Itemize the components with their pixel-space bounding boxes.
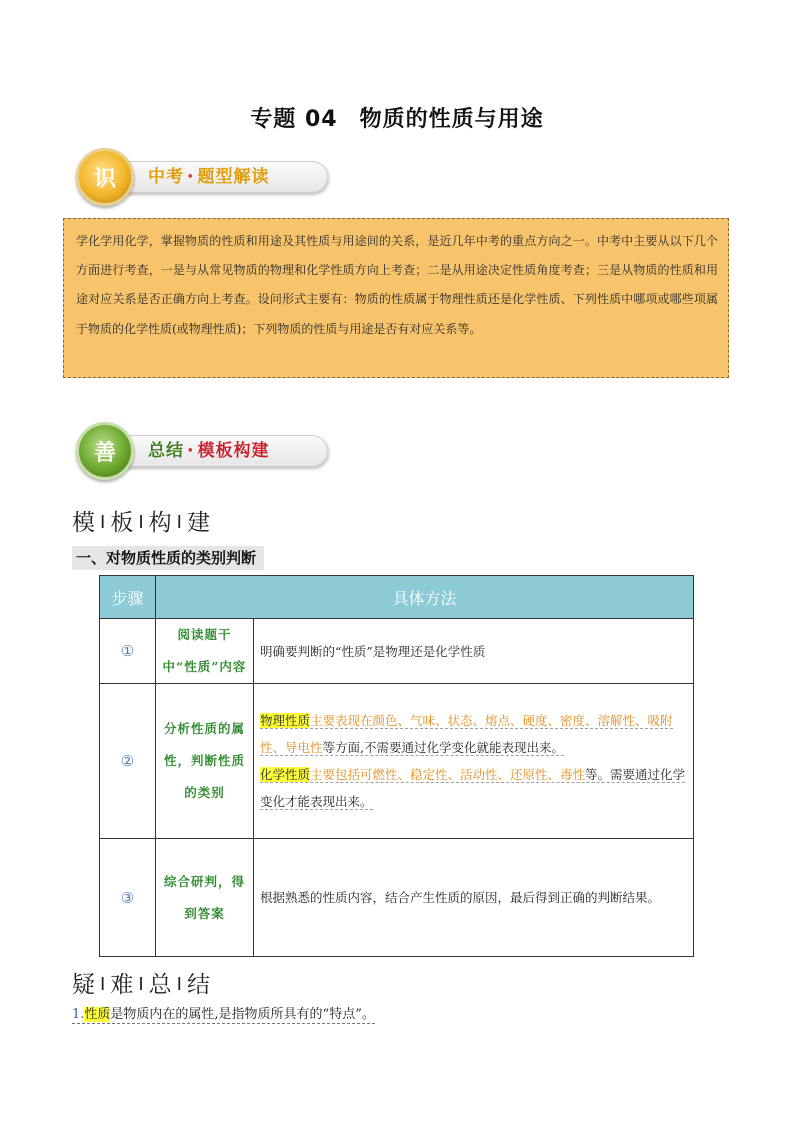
heading-char: 难 [110,972,135,998]
banner-label-dot: · [187,167,195,187]
physical-property-tail: 等方面,不需要通过化学变化就能表现出来。 [322,740,564,755]
heading-template-building [72,504,211,537]
section-banner-exam-interpretation [76,148,328,206]
heading-char: 建 [186,510,211,536]
heading-char: 板 [110,510,135,536]
header-method: 具体方法 [156,576,694,619]
heading-difficulty-summary [72,966,211,999]
heading-separator: I [138,974,145,995]
step-number: ③ [100,839,156,957]
step-description: 明确要判断的“性质”是物理还是化学性质 [254,619,694,684]
heading-char: 构 [148,510,173,536]
subheading-property-classification: 一、对物质性质的类别判断 [72,546,264,570]
heading-separator: I [176,512,183,533]
heading-separator: I [176,974,183,995]
title-main: 物质的性质与用途 [359,107,544,132]
step-description: 根据熟悉的性质内容，结合产生性质的原因，最后得到正确的判断结果。 [254,839,694,957]
heading-char: 疑 [72,972,96,998]
banner-label-right: 模板构建 [197,441,270,461]
physical-property-term: 物理性质 [260,713,311,728]
step-number: ① [100,619,156,684]
physical-property-intro: 主要表现在 [310,713,373,728]
chemical-property-intro: 主要包括 [310,767,361,782]
steps-table [99,575,694,957]
table-row [100,684,694,839]
step-description [254,684,694,839]
header-step: 步骤 [100,576,156,619]
page-title [0,102,794,133]
step-method: 综合研判，得到答案 [156,839,254,957]
chemical-property-tail: 等。需要通过化学变化才能表现出来。 [260,767,686,809]
table-row [100,619,694,684]
heading-char: 结 [186,972,211,998]
banner-label-dot: · [187,441,195,461]
heading-separator: I [138,512,145,533]
banner-label-left: 中考 [148,167,184,187]
step-method: 阅读题干中“性质”内容 [156,619,254,684]
chemical-property-items: 可燃性、稳定性、活动性、还原性、毒性 [360,767,586,782]
heading-char: 总 [148,972,173,998]
chemical-property-term: 化学性质 [260,767,311,782]
banner-label-left: 总结 [148,441,184,461]
heading-separator: I [100,974,107,995]
intro-text-box: 学化学用化学，掌握物质的性质和用途及其性质与用途间的关系，是近几年中考的重点方向之一。中考中主要从以下几个方面进行考查，一是与从常见物质的物理和化学性质方向上考查；二是从用途决定性质角度考查；三是从物质的性质和用途对应关系是否正确方向上考查。设问形式主要有：物质的性质属于物理性质还是化学性质、下列性质中哪项或哪些项属于物质的化学性质(或物理性质)；下列物质的性质与用途是否有对应关系等。 [63,218,729,378]
heading-separator: I [100,512,107,533]
table-header-row [100,576,694,619]
banner-badge-icon: 识 [76,148,134,206]
banner-badge-icon: 善 [76,422,134,480]
note-number: 1. [72,1007,85,1022]
chemical-property-sentence [260,767,685,810]
note-term: 性质 [84,1007,111,1022]
physical-property-items: 颜色、气味、状态、熔点、硬度、密度、溶解性、吸附性、导电性 [260,713,673,755]
banner-label [148,440,269,462]
summary-note-1 [72,1003,375,1024]
banner-label [148,166,269,188]
heading-char: 模 [72,510,96,536]
step-method: 分析性质的属性，判断性质的类别 [156,684,254,839]
title-prefix: 专题 04 [250,107,338,132]
table-row [100,839,694,957]
step-number: ② [100,684,156,839]
banner-label-right: 题型解读 [197,167,270,187]
note-text: 是物质内在的属性,是指物质所具有的“特点”。 [110,1007,375,1022]
physical-property-sentence [260,713,673,756]
section-banner-template-building [76,422,328,480]
